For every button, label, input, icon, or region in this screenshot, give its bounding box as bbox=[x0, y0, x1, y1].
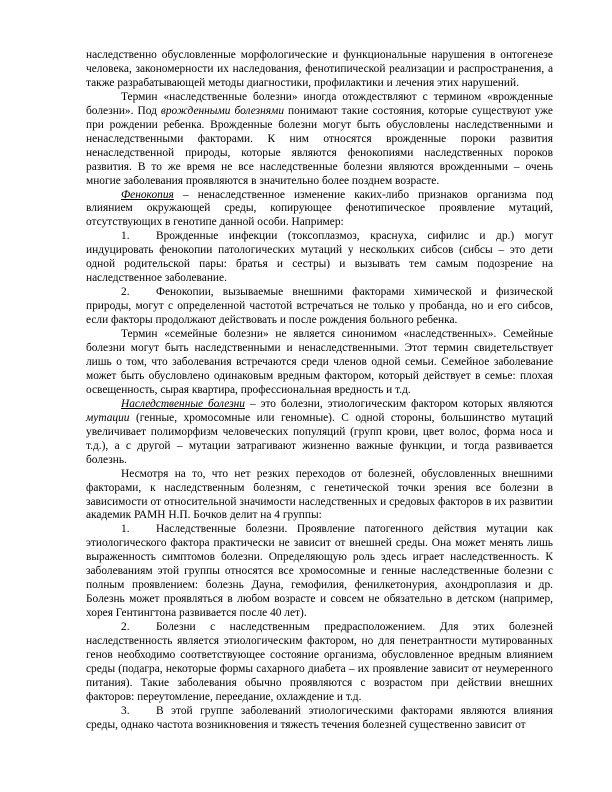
list-text: В этой группе заболеваний этиологическими факторами являются влияния среды, однако частота возникновения и тяжесть течения болезней существенно зависит от bbox=[86, 704, 553, 731]
list-text: Фенокопии, вызываемые внешними факторами химической и физической природы, могут с определенной частотой встречаться не только у пробанда, но и его сибсов, если факторы продолжают действовать и после рождения больного ребенка. bbox=[86, 286, 553, 327]
list-text: Наследственные болезни. Проявление патогенного действия мутации как этиологического фактора практически не зависит от внешней среды. Она может менять лишь выраженность симптомов болезни. Определяющую роль здесь играет наследственность. К заболеваниям этой группы относятся все хромосомные и генные наследственные болезни с полным проявлением: болезнь Дауна, гемофилия, фенилкетонурия, ахондроплазия и др. Болезнь может проявляться в любом возрасте и совсем не обязательно в детском (например, хорея Гентингтона развивается после 40 лет). bbox=[86, 523, 553, 620]
congenital-text-b: понимают такие состояния, которые существуют уже при рождении ребенка. Врожденные болезни могут быть обусловлены наследственными и ненаследственными факторами. К ним относятся врожденные пороки развития ненаследственной природы, которые являются фенокопиями наследственных пороков развития. В то же время не все наследственные болезни являются врожденными – очень многие заболевания проявляются в значительно более позднем возрасте. bbox=[86, 104, 553, 187]
list-item bbox=[86, 230, 553, 286]
paragraph-intro: наследственно обусловленные морфологические и функциональные нарушения в онтогенезе человека, закономерности их наследования, фенотипической реализации и распространения, а также разрабатывающей методы диагностики, профилактики и лечения этих нарушений. bbox=[86, 49, 553, 89]
list-number: 2. bbox=[121, 621, 130, 634]
list-item bbox=[86, 705, 553, 733]
phenocopy-text: – ненаследственное изменение каких-либо признаков организма под влиянием окружающей среды, копирующее фенотипическое проявление мутаций, отсутствующих в генотипе данной особи. Например: bbox=[86, 188, 553, 229]
paragraph-hereditary bbox=[86, 398, 553, 468]
paragraph-groups: Несмотря на то, что нет резких переходов от болезней, обусловленных внешними факторами, к наследственным болезням, с генетической точки зрения все болезни в зависимости от относительной значимости наследственных и средовых факторов в их развитии академик РАМН Н.П. Бочков делит на 4 группы: bbox=[86, 467, 553, 522]
paragraph-phenocopy bbox=[86, 189, 553, 231]
paragraph-congenital bbox=[86, 91, 553, 189]
congenital-term: врожденными болезнями bbox=[160, 104, 285, 117]
hereditary-text-a: – это болезни, этиологическим фактором которых являются bbox=[245, 397, 553, 410]
list-item bbox=[86, 523, 553, 621]
paragraph-family: Термин «семейные болезни» не является синонимом «наследственных». Семейные болезни могут быть наследственными и ненаследственными. Этот термин свидетельствует лишь о том, что заболевания встречаются среди членов одной семьи. Семейное заболевание может быть обусловлено одинаковым вредным фактором, который действует в семье: плохая освещенность, сырая квартира, профессиональная вредность и т.д. bbox=[86, 328, 553, 396]
list-text: Болезни с наследственным предрасположением. Для этих болезней наследственность является этиологическим фактором, но для пенетрантности мутированных генов необходимо соответствующее состояние организма, обусловленное вредным влиянием среды (подагра, некоторые формы сахарного диабета – их проявление зависит от неумеренного питания). Такие заболевания обычно проявляются с возрастом при действии внешних факторов: переутомление, переедание, охлаждение и т.д. bbox=[86, 621, 553, 703]
list-number: 1. bbox=[121, 230, 130, 243]
list-text: Врожденные инфекции (токсоплазмоз, краснуха, сифилис и др.) могут индуцировать фенокопии патологических мутаций у нескольких сибсов (сибсы – это дети одной родительской пары: братья и сестры) и вызывать тем самым подозрение на наследственное заболевание. bbox=[86, 230, 553, 285]
list-number: 3. bbox=[121, 704, 130, 717]
list-item bbox=[86, 621, 553, 705]
list-number: 1. bbox=[121, 523, 130, 536]
hereditary-term: Наследственные болезни bbox=[121, 397, 245, 410]
document-page bbox=[86, 49, 553, 733]
list-item bbox=[86, 286, 553, 328]
phenocopy-term: Фенокопия bbox=[121, 188, 174, 201]
congenital-text-a: Термин «наследственные болезни» иногда отождествляют с термином «врожденные болезни». Под bbox=[86, 90, 553, 117]
mutation-term: мутации bbox=[86, 411, 130, 424]
hereditary-text-b: (генные, хромосомные или геномные). С одной стороны, большинство мутаций увеличивает полиморфизм человеческих популяций (групп крови, цвет волос, форма носа и т.д.), а с другой – мутации затрагивают жизненно важные функции, и тогда развивается болезнь. bbox=[86, 411, 553, 466]
list-number: 2. bbox=[121, 286, 130, 299]
